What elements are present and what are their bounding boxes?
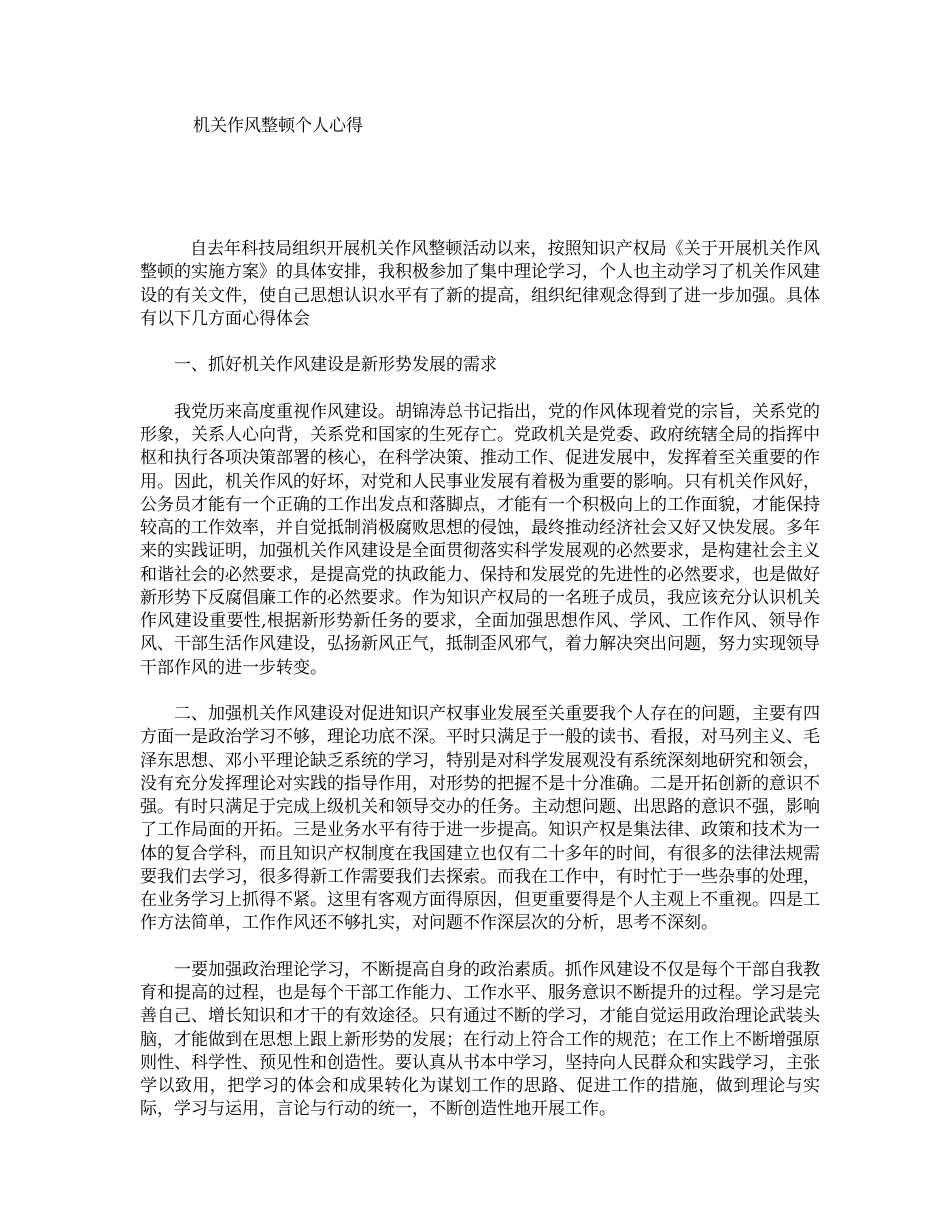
paragraph-spacer (140, 936, 820, 959)
document-title: 机关作风整顿个人心得 (193, 116, 363, 136)
paragraph-spacer (140, 331, 820, 354)
body-paragraph-3: 一要加强政治理论学习，不断提高自身的政治素质。抓作风建设不仅是每个干部自我教育和提高的过程，也是每个干部工作能力、工作水平、服务意识不断提升的过程。学习是完善自己、增长知识和才干的有效途径。只有通过不断的学习，才能自觉运用政治理论武装头脑，才能做到在思想上跟上新形势的发展；在行动上符合工作的规范；在工作上不断增强原则性、科学性、预见性和创造性。要认真从书本中学习，坚持向人民群众和实践学习，主张学以致用，把学习的体会和成果转化为谋划工作的思路、促进工作的措施，做到理论与实际，学习与运用，言论与行动的统一，不断创造性地开展工作。 (140, 959, 820, 1120)
paragraph-spacer (140, 680, 820, 703)
body-paragraph-1: 我党历来高度重视作风建设。胡锦涛总书记指出，党的作风体现着党的宗旨，关系党的形象，关系人心向背，关系党和国家的生死存亡。党政机关是党委、政府统辖全局的指挥中枢和执行各项决策部署的核心，在科学决策、推动工作、促进发展中，发挥着至关重要的作用。因此，机关作风的好坏，对党和人民事业发展有着极为重要的影响。只有机关作风好，公务员才能有一个正确的工作出发点和落脚点，才能有一个积极向上的工作面貌，才能保持较高的工作效率，并自觉抵制消极腐败思想的侵蚀，最终推动经济社会又好又快发展。多年来的实践证明，加强机关作风建设是全面贯彻落实科学发展观的必然要求，是构建社会主义和谐社会的必然要求，是提高党的执政能力、保持和发展党的先进性的必然要求，也是做好新形势下反腐倡廉工作的必然要求。作为知识产权局的一名班子成员，我应该充分认识机关作风建设重要性,根据新形势新任务的要求，全面加强思想作风、学风、工作作风、领导作风、干部生活作风建设，弘扬新风正气，抵制歪风邪气，着力解决突出问题，努力实现领导干部作风的进一步转变。 (140, 401, 820, 678)
section-heading-1: 一、抓好机关作风建设是新形势发展的需求 (174, 355, 497, 376)
body-paragraph-2: 二、加强机关作风建设对促进知识产权事业发展至关重要我个人存在的问题，主要有四方面一是政治学习不够，理论功底不深。平时只满足于一般的读书、看报，对马列主义、毛泽东思想、邓小平理论缺乏系统的学习，特别是对科学发展观没有系统深刻地研究和领会，没有充分发挥理论对实践的指导作用，对形势的把握不是十分准确。二是开拓创新的意识不强。有时只满足于完成上级机关和领导交办的任务。主动想问题、出思路的意识不强，影响了工作局面的开拓。三是业务水平有待于进一步提高。知识产权是集法律、政策和技术为一体的复合学科，而且知识产权制度在我国建立也仅有二十多年的时间，有很多的法律法规需要我们去学习，很多得新工作需要我们去探索。而我在工作中，有时忙于一些杂事的处理，在业务学习上抓得不紧。这里有客观方面得原因，但更重要得是个人主观上不重视。四是工作方法简单，工作作风还不够扎实，对问题不作深层次的分析，思考不深刻。 (140, 704, 820, 934)
paragraph-spacer (140, 378, 820, 401)
document-body (140, 238, 820, 1122)
intro-paragraph: 自去年科技局组织开展机关作风整顿活动以来，按照知识产权局《关于开展机关作风整顿的实施方案》的具体安排，我积极参加了集中理论学习，个人也主动学习了机关作风建设的有关文件，使自己思想认识水平有了新的提高，组织纪律观念得到了进一步加强。具体有以下几方面心得体会 (140, 239, 820, 329)
